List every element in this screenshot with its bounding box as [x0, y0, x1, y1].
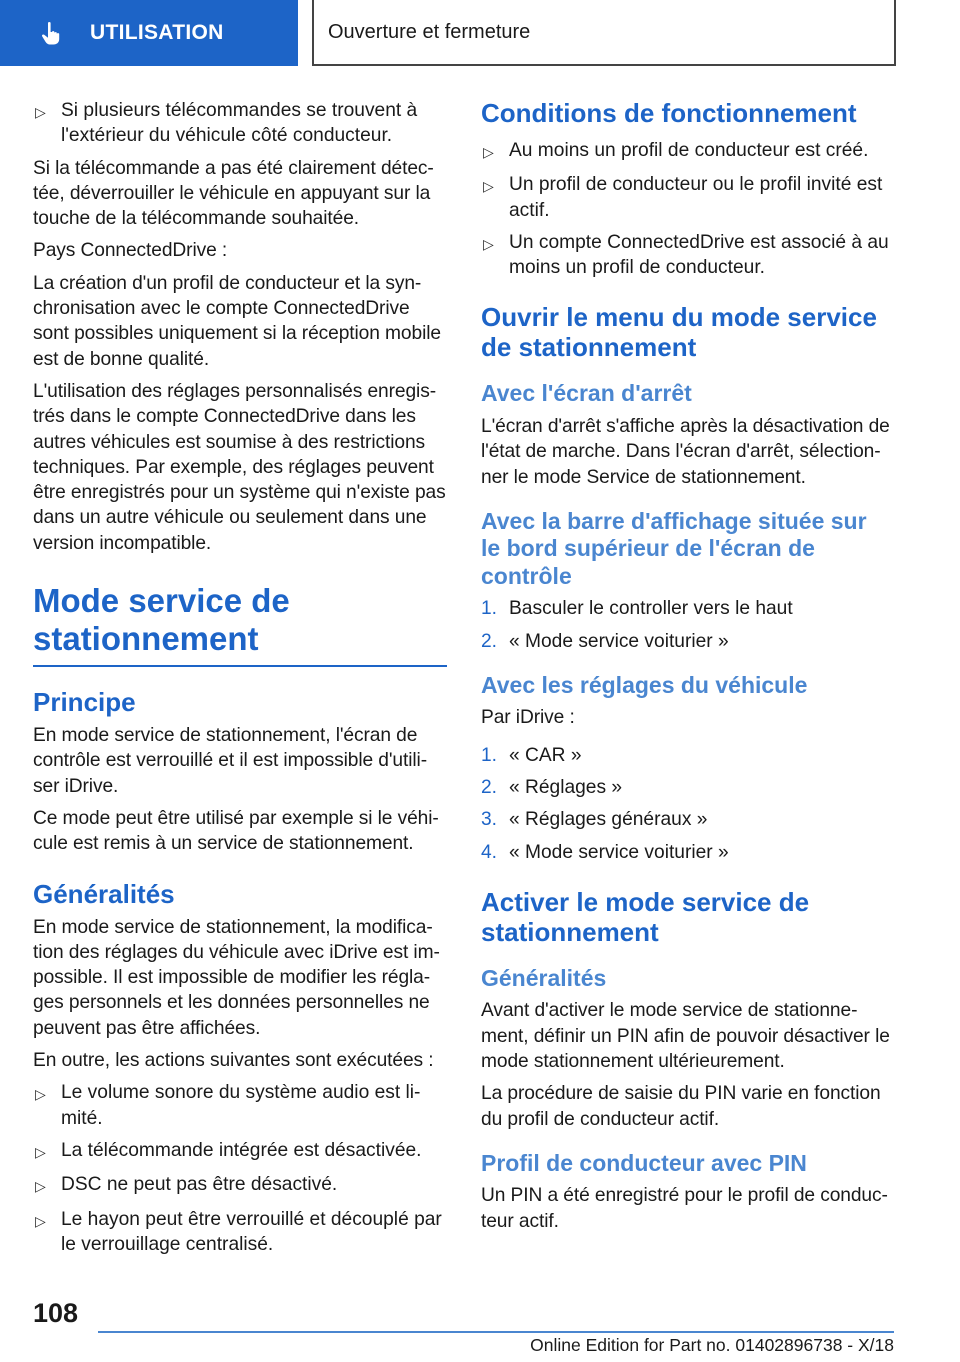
paragraph: L'utilisation des réglages personnalisés enregis-trés dans le compte ConnectedDrive dans les autres véhicules est soumise à des restrictions techniques. Par exemple, des réglages peuvent être enregistrés pour un système qui n'existe pas dans un autre véhicule ou seulement dans une version incompatible.	[33, 380, 446, 554]
section-label: UTILISATION	[90, 21, 224, 44]
triangle-bullet-icon: ▷	[35, 1143, 46, 1160]
list-item: 3. « Réglages généraux »	[481, 809, 708, 831]
paragraph: Pays ConnectedDrive :	[33, 240, 228, 262]
triangle-bullet-icon: ▷	[35, 104, 46, 120]
list-item: 4. « Mode service voiturier »	[481, 841, 729, 863]
list-item: ▷ Au moins un profil de conducteur est créé.	[481, 138, 892, 165]
chapter-title: Mode service de stationnement	[33, 582, 290, 658]
section-title: Principe	[33, 687, 136, 718]
subsection-title: Profil de conducteur avec PIN	[481, 1149, 807, 1176]
paragraph: La création d'un profil de conducteur et la syn-chronisation avec le compte ConnectedDrive sont possibles uniquement si la réception mobile est de bonne qualité.	[33, 272, 441, 370]
paragraph: En mode service de stationnement, la modifica-tion des réglages du véhicule avec iDrive est im-possible. Il est impossible de modifier les régla-ges personnels et les données personnelles ne peuvent pas être affichées.	[33, 916, 440, 1039]
paragraph: Par iDrive :	[481, 707, 575, 729]
list-item: ▷ Le volume sonore du système audio est li-mité.	[33, 1080, 447, 1131]
section-title: Généralités	[33, 878, 175, 909]
section-title: Activer le mode service de stationnement	[481, 886, 810, 947]
triangle-bullet-icon: ▷	[483, 178, 494, 195]
touch-hand-icon	[38, 20, 64, 46]
list-item: ▷ Un profil de conducteur ou le profil invité est actif.	[481, 172, 892, 223]
subsection-title: Avec la barre d'affichage située sur le bord supérieur de l'écran de contrôle	[481, 507, 867, 589]
section-title: Conditions de fonctionnement	[481, 98, 857, 128]
list-item: ▷ La télécommande intégrée est désactivée.	[33, 1138, 447, 1165]
paragraph: En mode service de stationnement, l'écran de contrôle est verrouillé et il est impossible d'utili-ser iDrive.	[33, 725, 428, 797]
section-tab[interactable]	[0, 0, 298, 66]
triangle-bullet-icon: ▷	[483, 235, 494, 252]
page-header	[0, 0, 960, 66]
left-column	[33, 98, 447, 1264]
list-item: ▷ Le hayon peut être verrouillé et découplé par le verrouillage centralisé.	[33, 1207, 447, 1258]
list-item: ▷ Un compte ConnectedDrive est associé à au moins un profil de conducteur.	[481, 230, 892, 281]
paragraph: Ce mode peut être utilisé par exemple si le véhi-cule est remis à un service de stationnement.	[33, 807, 439, 855]
triangle-bullet-icon: ▷	[35, 1086, 46, 1103]
right-column	[481, 98, 892, 1241]
paragraph: Avant d'activer le mode service de stationne-ment, définir un PIN afin de pouvoir désactiver le mode stationnement ultérieurement.	[481, 1000, 890, 1073]
paragraph: Si la télécommande a pas été clairement détec-tée, déverrouiller le véhicule en appuyant sur la touche de la télécommande souhaitée.	[33, 157, 434, 230]
subsection-title: Généralités	[481, 964, 607, 991]
paragraph: L'écran d'arrêt s'affiche après la désactivation de l'état de marche. Dans l'écran d'arrêt, sélection-ner le mode Service de stationnement.	[481, 415, 890, 488]
list-item: 1. « CAR »	[481, 744, 582, 766]
chapter-tab[interactable]	[312, 0, 896, 66]
list-item: ▷ DSC ne peut pas être désactivé.	[33, 1172, 447, 1199]
paragraph: La procédure de saisie du PIN varie en fonction du profil de conducteur actif.	[481, 1083, 881, 1130]
page-number: 108	[33, 1298, 79, 1328]
list-item: 2. « Mode service voiturier »	[481, 630, 729, 652]
subsection-title: Avec les réglages du véhicule	[481, 671, 808, 698]
subsection-title: Avec l'écran d'arrêt	[481, 380, 692, 407]
footer-divider	[98, 1331, 894, 1333]
edition-note: Online Edition for Part no. 01402896738 - X/18	[530, 1335, 894, 1355]
section-title: Ouvrir le menu du mode service de stationnement	[481, 302, 877, 363]
title-divider	[33, 665, 447, 667]
chapter-label: Ouverture et fermeture	[328, 20, 531, 43]
paragraph: En outre, les actions suivantes sont exécutées :	[33, 1050, 434, 1072]
list-item: 1. Basculer le controller vers le haut	[481, 598, 793, 620]
triangle-bullet-icon: ▷	[483, 144, 494, 160]
triangle-bullet-icon: ▷	[35, 1212, 46, 1229]
list-item: ▷ Si plusieurs télécommandes se trouvent à l'extérieur du véhicule côté conducteur.	[33, 98, 447, 149]
paragraph: Un PIN a été enregistré pour le profil de conduc-teur actif.	[481, 1185, 888, 1232]
triangle-bullet-icon: ▷	[35, 1178, 46, 1195]
list-item: 2. « Réglages »	[481, 777, 623, 799]
